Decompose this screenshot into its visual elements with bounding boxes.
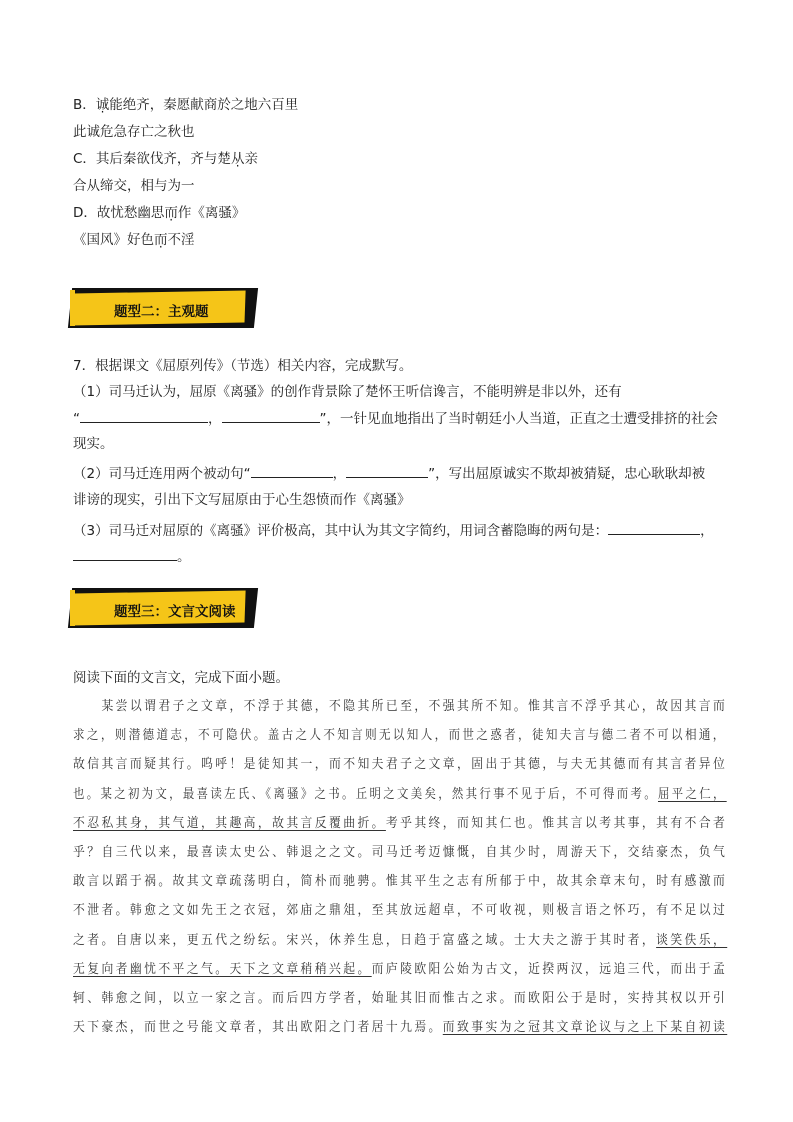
passage-text: 不泄者。韩愈之文如先王之衣冠，郊庙之鼎俎，至其放远超卓，不可收视，则极言语之怀巧，有不足以过 bbox=[73, 903, 728, 919]
question-7-part1: （1）司马迁认为，屈原《离骚》的创作背景除了楚怀王听信谗言，不能明辨是非以外，还有 bbox=[73, 384, 622, 400]
section-banner-subjective bbox=[70, 286, 260, 332]
passage-line bbox=[73, 1018, 727, 1038]
banner-accent-bar bbox=[70, 290, 75, 326]
underlined-sentence: 而致事实为之冠其文章论议与之上下某自初读 bbox=[442, 1020, 728, 1036]
answer-blank[interactable] bbox=[251, 463, 333, 478]
section-banner-classical-reading bbox=[70, 586, 260, 632]
question-7-part3-end: 。 bbox=[73, 546, 191, 567]
passage-line bbox=[73, 931, 727, 951]
passage-text: 乎？自三代以来，最喜读太史公、韩退之之文。司马迁考迈慷慨，自其少时，周游天下，交结豪杰，负气 bbox=[73, 845, 728, 860]
answer-blank[interactable] bbox=[222, 408, 320, 423]
answer-blank[interactable] bbox=[73, 546, 177, 561]
underlined-sentence: 不忍私其身，其气道，其趣高，故其言反覆曲折。 bbox=[73, 815, 386, 831]
passage-text: 也。某之初为文，最喜读左氏、《离骚》之书。丘明之文美矣，然其行事不见于后，不可得而考。 bbox=[73, 786, 658, 802]
banner-accent-bar bbox=[70, 590, 75, 626]
question-7-stem: 7．根据课文《屈原列传》（节选）相关内容，完成默写。 bbox=[73, 358, 413, 374]
passage-text: 敢言以蹈于祸。故其文章疏荡明白，简朴而驰骋。惟其平生之志有所郁于中，故其余章末句，时有感激而 bbox=[73, 874, 728, 890]
section-title: 题型三：文言文阅读 bbox=[114, 604, 236, 620]
passage-line bbox=[73, 989, 727, 1009]
section-title: 题型二：主观题 bbox=[114, 304, 209, 320]
underlined-sentence: 屈平之仁， bbox=[657, 786, 727, 802]
passage-line bbox=[73, 785, 727, 805]
emphasis-char: 从 bbox=[230, 151, 245, 167]
answer-blank[interactable] bbox=[346, 463, 428, 478]
passage-text: 故信其言而疑其行。呜呼！是徒知其一，而不知夫君子之文章，固出于其德，与夫无其德而有其言者异位 bbox=[73, 757, 728, 773]
question-7-part1-end: 现实。 bbox=[73, 436, 114, 452]
option-b: B．诚能绝齐，秦愿献商於之地六百里 bbox=[73, 97, 299, 113]
option-c-pair: 合从缔交，相与为一 bbox=[73, 178, 195, 194]
emphasis-char: 而 bbox=[164, 205, 178, 221]
emphasis-char: 诚 bbox=[95, 97, 110, 113]
passage-line bbox=[73, 872, 727, 892]
passage-text: 天下豪杰，而世之号能文章者，其出欧阳之门者居十九焉。 bbox=[73, 1020, 443, 1036]
option-d: D．故忧愁幽思而作《离骚》 bbox=[73, 205, 246, 221]
passage-text: 之者。自唐以来，更五代之纷纭。宋兴，休养生息，日趋于富盛之域。士大夫之游于其时者， bbox=[73, 932, 657, 948]
underlined-sentence: 谈笑佚乐， bbox=[656, 932, 728, 948]
passage-text: 轲、韩愈之间，以立一家之言。而后四方学者，始耻其旧而惟古之求。而欧阳公于是时，实持其权以开引 bbox=[73, 991, 728, 1006]
option-c: C．其后秦欲伐齐，齐与楚从亲 bbox=[73, 151, 258, 167]
passage-text: 考乎其终，而知其仁也。惟其言以考其事，其有不合者 bbox=[385, 815, 728, 831]
passage-line bbox=[73, 697, 727, 717]
passage-line bbox=[73, 726, 727, 746]
option-b-pair: 此诚危急存亡之秋也 bbox=[73, 124, 195, 140]
underlined-sentence: 无复向者幽忧不平之气。天下之文章稍稍兴起。 bbox=[73, 961, 372, 977]
passage-text: 求之，则潜德道志，不可隐伏。盖古之人不知言则无以知人，而世之惑者，徒知夫言与德二者不可以相通， bbox=[73, 728, 727, 744]
question-7-part2: （2）司马迁连用两个被动句“ ， ”，写出屈原诚实不欺却被猜疑，忠心耿耿却被 bbox=[73, 463, 705, 484]
question-7-part3: （3）司马迁对屈原的《离骚》评价极高，其中认为其文字简约，用词含蓄隐晦的两句是： ， bbox=[73, 520, 714, 541]
passage-line bbox=[73, 901, 727, 921]
reading-instruction: 阅读下面的文言文，完成下面小题。 bbox=[73, 670, 289, 686]
passage-line bbox=[73, 960, 727, 980]
question-7-part2-end: 诽谤的现实，引出下文写屈原由于心生怨愤而作《离骚》 bbox=[73, 492, 411, 508]
emphasis-char: 而 bbox=[154, 232, 168, 248]
passage-line bbox=[73, 843, 727, 863]
passage-line bbox=[73, 755, 727, 775]
passage-line bbox=[73, 814, 727, 834]
answer-blank[interactable] bbox=[608, 520, 700, 535]
question-7-part1-blanks: “ ， ”，一针见血地指出了当时朝廷小人当道，正直之士遭受排挤的社会 bbox=[73, 408, 718, 429]
passage-text: 某尝以谓君子之文章，不浮于其德，不隐其所已至，不强其所不知。惟其言不浮乎其心，故因其言而 bbox=[73, 699, 728, 714]
option-d-pair: 《国风》好色而不淫 bbox=[73, 232, 195, 248]
passage-text: 而庐陵欧阳公始为古文，近揆两汉，远追三代，而出于孟 bbox=[371, 961, 728, 977]
answer-blank[interactable] bbox=[80, 408, 208, 423]
